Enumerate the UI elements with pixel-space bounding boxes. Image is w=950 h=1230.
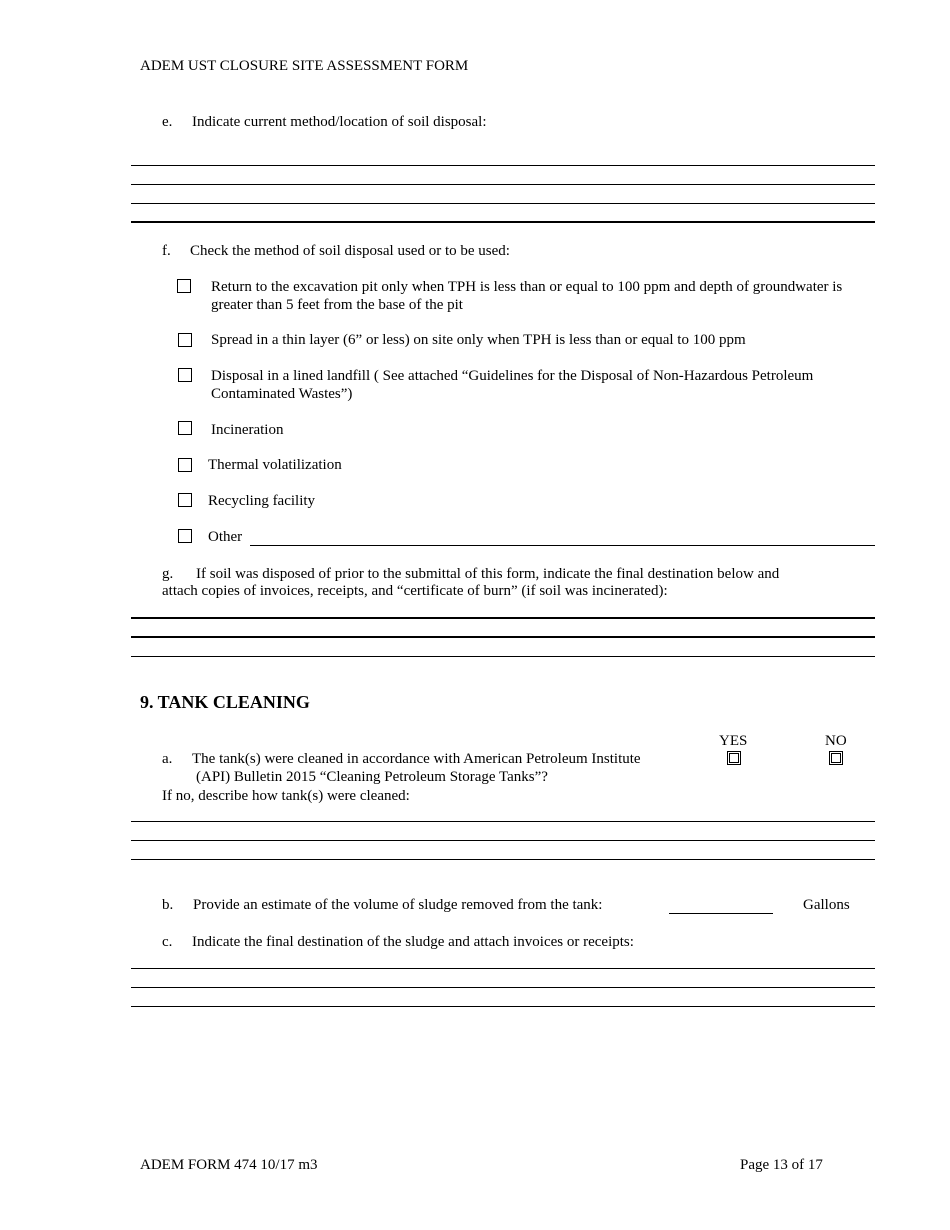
item-9c-text: Indicate the final destination of the sludge and attach invoices or receipts: [192, 934, 634, 950]
answer-line-e-4[interactable] [131, 221, 875, 223]
answer-line-g-1[interactable] [131, 617, 875, 619]
answer-line-9c-3[interactable] [131, 1006, 875, 1007]
no-column-label: NO [825, 733, 847, 749]
footer-form-id: ADEM FORM 474 10/17 m3 [140, 1157, 318, 1173]
option-lined-landfill-line2: Contaminated Wastes”) [211, 386, 353, 402]
answer-line-g-3[interactable] [131, 656, 875, 657]
item-g-line2: attach copies of invoices, receipts, and “certificate of burn” (if soil was incinerated): [162, 583, 668, 599]
answer-line-e-3[interactable] [131, 203, 875, 204]
item-f-label: f. [162, 243, 171, 259]
item-9a-line3: If no, describe how tank(s) were cleaned: [162, 788, 410, 804]
answer-line-9c-1[interactable] [131, 968, 875, 969]
item-9a-line2: (API) Bulletin 2015 “Cleaning Petroleum Storage Tanks”? [196, 769, 548, 785]
page-header-title: ADEM UST CLOSURE SITE ASSESSMENT FORM [140, 58, 469, 74]
item-f-text: Check the method of soil disposal used or to be used: [190, 243, 510, 259]
checkbox-tank-cleaned-no[interactable] [829, 751, 843, 765]
checkbox-return-to-pit[interactable] [177, 279, 191, 293]
option-spread-thin-layer: Spread in a thin layer (6” or less) on site only when TPH is less than or equal to 100 ppm [211, 332, 746, 348]
checkbox-lined-landfill[interactable] [178, 368, 192, 382]
option-other: Other [208, 529, 243, 545]
item-g-label: g. [162, 566, 174, 582]
checkbox-tank-cleaned-yes[interactable] [727, 751, 741, 765]
item-9b-label: b. [162, 897, 174, 913]
item-9c-label: c. [162, 934, 173, 950]
answer-line-g-2[interactable] [131, 636, 875, 638]
item-e-text: Indicate current method/location of soil disposal: [192, 114, 487, 130]
option-thermal-volatilization: Thermal volatilization [208, 457, 342, 473]
answer-line-e-1[interactable] [131, 165, 875, 166]
yes-column-label: YES [719, 733, 748, 749]
section-9-heading: 9. TANK CLEANING [140, 692, 310, 712]
checkbox-other[interactable] [178, 529, 192, 543]
item-e-label: e. [162, 114, 173, 130]
other-input-line[interactable] [250, 545, 875, 546]
item-9b-text: Provide an estimate of the volume of sludge removed from the tank: [193, 897, 603, 913]
item-9a-line1: The tank(s) were cleaned in accordance with American Petroleum Institute [192, 751, 641, 767]
sludge-volume-unit: Gallons [803, 897, 850, 913]
option-incineration: Incineration [211, 422, 284, 438]
answer-line-e-2[interactable] [131, 184, 875, 185]
answer-line-9c-2[interactable] [131, 987, 875, 988]
checkbox-spread-thin-layer[interactable] [178, 333, 192, 347]
answer-line-9a-1[interactable] [131, 821, 875, 822]
checkbox-recycling-facility[interactable] [178, 493, 192, 507]
option-return-to-pit-line2: greater than 5 feet from the base of the pit [211, 297, 463, 313]
checkbox-incineration[interactable] [178, 421, 192, 435]
option-recycling-facility: Recycling facility [208, 493, 316, 509]
answer-line-9a-2[interactable] [131, 840, 875, 841]
option-return-to-pit-line1: Return to the excavation pit only when TPH is less than or equal to 100 ppm and depth of groundwater is [211, 279, 843, 295]
sludge-volume-input-line[interactable] [669, 913, 773, 914]
checkbox-thermal-volatilization[interactable] [178, 458, 192, 472]
answer-line-9a-3[interactable] [131, 859, 875, 860]
option-lined-landfill-line1: Disposal in a lined landfill ( See attached “Guidelines for the Disposal of Non-Hazardous Petroleum [211, 368, 814, 384]
item-g-line1: If soil was disposed of prior to the submittal of this form, indicate the final destination below and [196, 566, 780, 582]
footer-page-number: Page 13 of 17 [740, 1157, 823, 1173]
item-9a-label: a. [162, 751, 173, 767]
